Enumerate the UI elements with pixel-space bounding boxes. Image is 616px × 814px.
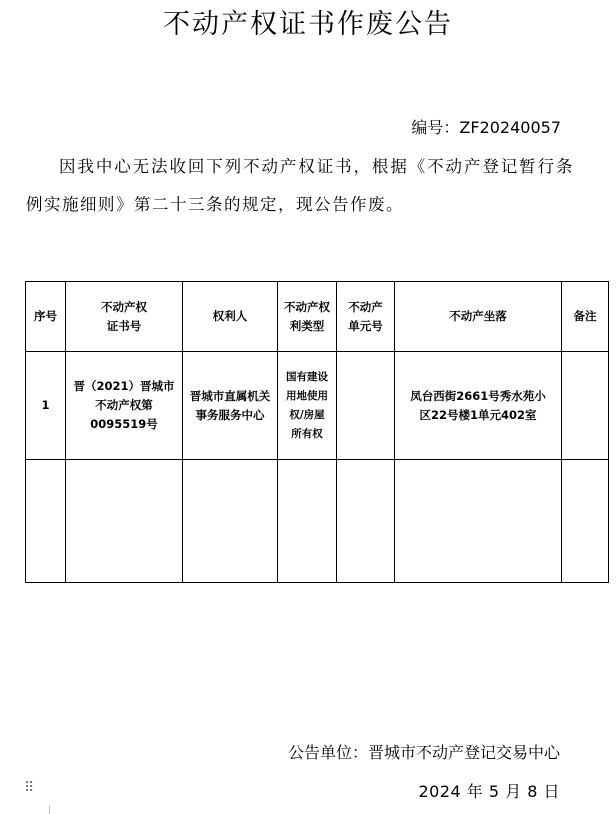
issue-date: 2024 年 5 月 8 日 <box>418 782 560 801</box>
table-row <box>26 352 609 460</box>
document-number: 编号：ZF20240057 <box>411 118 561 137</box>
cell-seq: 1 <box>26 352 66 460</box>
page-corner-mark <box>49 806 64 814</box>
cell-unit-number <box>337 460 395 583</box>
cell-owner: 晋城市直属机关事务服务中心 <box>183 352 278 460</box>
document-title: 不动产权证书作废公告 <box>163 9 453 40</box>
cell-seq <box>26 460 66 583</box>
cell-location <box>395 460 562 583</box>
header-seq: 序号 <box>26 282 66 352</box>
cell-right-type: 国有建设用地使用权/房屋所有权 <box>278 352 337 460</box>
header-right-type: 不动产权利类型 <box>278 282 337 352</box>
table-row <box>26 460 609 583</box>
header-remarks: 备注 <box>562 282 609 352</box>
cell-remarks <box>562 460 609 583</box>
issuer-line: 公告单位：晋城市不动产登记交易中心 <box>287 743 560 762</box>
header-cert-number: 不动产权证书号 <box>66 282 183 352</box>
header-unit-number: 不动产单元号 <box>337 282 395 352</box>
cell-unit-number <box>337 352 395 460</box>
certificate-table <box>25 281 609 583</box>
cell-right-type <box>278 460 337 583</box>
table-header-row <box>26 282 609 352</box>
header-location: 不动产坐落 <box>395 282 562 352</box>
cell-remarks <box>562 352 609 460</box>
cell-location: 凤台西街2661号秀水苑小区22号楼1单元402室 <box>395 352 562 460</box>
announcement-body: 因我中心无法收回下列不动产权证书，根据《不动产登记暂行条例实施细则》第二十三条的规定，现公告作废。 <box>26 157 574 214</box>
drag-handle-icon[interactable]: ⠿ <box>24 780 33 796</box>
cell-cert-number: 晋（2021）晋城市不动产权第0095519号 <box>66 352 183 460</box>
cell-cert-number <box>66 460 183 583</box>
header-owner: 权利人 <box>183 282 278 352</box>
cell-owner <box>183 460 278 583</box>
